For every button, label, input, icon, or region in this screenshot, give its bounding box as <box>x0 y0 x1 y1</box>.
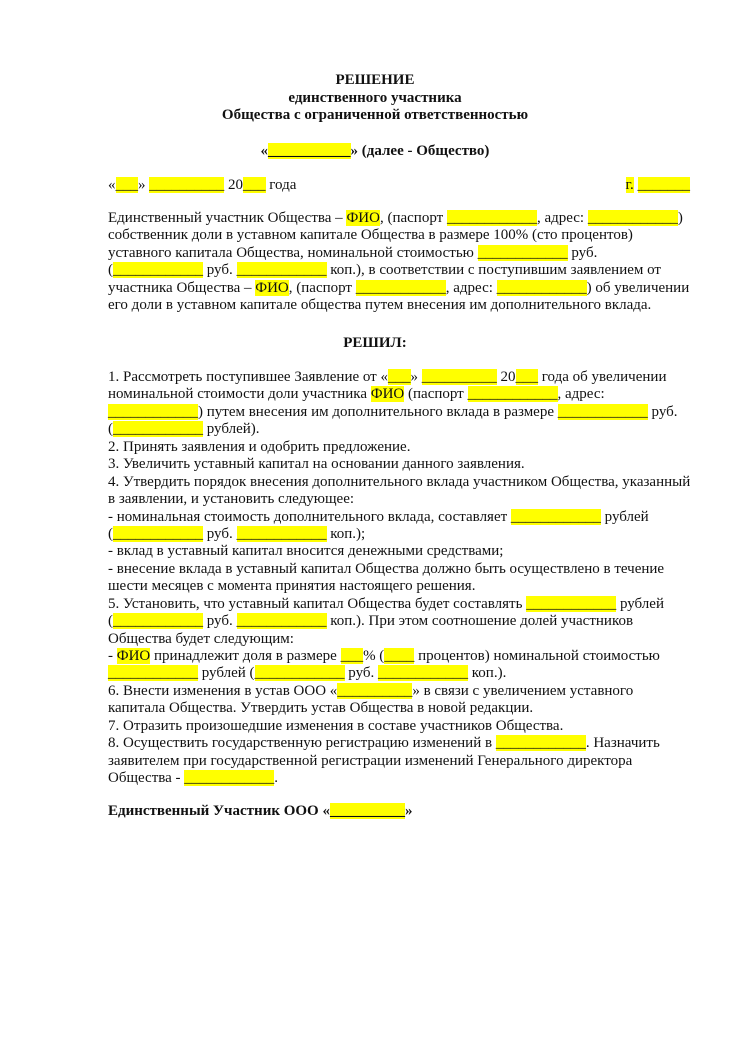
blank-field: ____________ <box>184 770 275 787</box>
blank-field: ____________ <box>526 595 617 612</box>
blank-field: ____________ <box>113 421 203 438</box>
document-title: РЕШЕНИЕ <box>335 72 415 88</box>
text-line <box>108 509 708 526</box>
blank-field: ____________ <box>446 210 537 226</box>
text-line <box>108 596 708 613</box>
text: » <box>138 177 150 193</box>
text: (паспорт <box>404 386 468 403</box>
text-line <box>108 210 708 227</box>
text-line <box>108 700 708 717</box>
text-line <box>108 421 708 438</box>
document-subtitle: единственного участника <box>288 90 462 106</box>
text <box>634 177 638 193</box>
text-line <box>108 648 708 665</box>
text: капитала Общества. Утвердить устав Общества в новой редакции. <box>108 700 534 717</box>
text: заявителем при государственной регистрации изменений Генерального директора <box>108 752 633 769</box>
text-line <box>108 369 708 386</box>
text-line <box>108 404 708 421</box>
text-line <box>108 561 708 578</box>
blank-field: ____________ <box>378 665 469 682</box>
text-line <box>108 631 708 648</box>
blank-field: ____________ <box>496 279 587 296</box>
document-subtitle-2: Общества с ограниченной ответственностью <box>221 107 529 123</box>
blank-field: ____________ <box>236 262 327 279</box>
text: в заявлении, и установить следующее: <box>108 491 355 508</box>
text: » <box>410 369 422 385</box>
text-line <box>108 439 708 456</box>
text-line <box>108 526 708 543</box>
text: 4. Утвердить порядок внесения дополнительного вклада участником Общества, указанный <box>108 473 691 490</box>
text: руб. <box>203 262 237 279</box>
text: Единственный участник Общества – <box>108 210 347 226</box>
blank-field: ____________ <box>108 403 198 420</box>
text: года об увеличении <box>538 369 667 385</box>
text: руб. <box>203 613 237 630</box>
text: руб. <box>647 403 678 420</box>
text: 1. Рассмотреть поступившее Заявление от « <box>108 369 388 385</box>
text-line <box>108 683 708 700</box>
text: ( <box>108 613 113 630</box>
text: принадлежит доля в размере <box>150 648 341 664</box>
text: ( <box>108 262 113 279</box>
blank-field: __________ <box>329 803 405 819</box>
blank-field: ____________ <box>510 508 601 525</box>
highlighted-placeholder: ФИО <box>346 210 380 226</box>
text-line <box>108 280 708 297</box>
text: « <box>260 143 269 159</box>
blank-field: ____________ <box>587 210 678 226</box>
text: участника Общества – <box>108 279 256 296</box>
blank-field: ____________ <box>113 525 203 542</box>
text: » <box>404 803 413 819</box>
blank-field: _______ <box>637 177 690 193</box>
highlighted-placeholder: ФИО <box>116 648 151 664</box>
blank-field: г. <box>625 177 634 193</box>
blank-field: ____________ <box>495 735 586 752</box>
text: ( <box>108 421 113 438</box>
text-line <box>108 297 708 314</box>
blank-field: ____________ <box>355 279 446 296</box>
text: 7. Отразить произошедшие изменения в составе участников Общества. <box>108 717 564 734</box>
text: коп.), в соответствии с поступившим заявлением от <box>326 262 661 279</box>
text-line <box>108 245 708 262</box>
text: рублей <box>616 595 664 612</box>
text: . <box>274 770 279 787</box>
text: 20 <box>224 177 243 193</box>
text: , адрес: <box>445 279 497 296</box>
blank-field: ____________ <box>108 665 198 682</box>
blank-field: __________ <box>421 369 497 385</box>
blank-field: ___ <box>115 177 138 193</box>
text-line <box>108 456 708 473</box>
text: уставного капитала Общества, номинальной стоимостью <box>108 244 478 261</box>
text: Единственный Участник ООО « <box>108 803 330 819</box>
text: , адрес: <box>557 386 605 403</box>
text: собственник доли в уставном капитале Общества в размере 100% (сто процентов) <box>108 227 633 244</box>
text-line <box>108 262 708 279</box>
text: рублей ( <box>198 665 255 682</box>
text: ) об увеличении <box>586 279 690 296</box>
highlighted-placeholder: ФИО <box>370 386 405 403</box>
text: « <box>108 177 116 193</box>
blank-field: ___ <box>340 648 364 664</box>
highlighted-placeholder: ФИО <box>255 279 289 296</box>
text: , адрес: <box>536 210 588 226</box>
text: . Назначить <box>585 735 660 752</box>
text: процентов) номинальной стоимостью <box>414 648 660 664</box>
text: номинальной стоимости доли участника <box>108 386 371 403</box>
text: 3. Увеличить уставный капитал на основании данного заявления. <box>108 456 525 473</box>
blank-field: ____________ <box>467 386 558 403</box>
text-line <box>108 227 708 244</box>
text: Общества будет следующим: <box>108 630 294 647</box>
blank-field: ___________ <box>268 143 351 159</box>
text: рублей). <box>203 421 260 438</box>
text: руб. <box>344 665 379 682</box>
text: 6. Внести изменения в устав ООО « <box>108 682 338 699</box>
blank-field: __________ <box>149 177 225 193</box>
blank-field: ___ <box>515 369 538 385</box>
intro-paragraph <box>108 210 708 315</box>
resolution-items <box>108 369 708 788</box>
blank-field: ____________ <box>236 525 327 542</box>
text: ) <box>677 210 683 226</box>
text: » в связи с увеличением уставного <box>412 682 634 699</box>
company-name-line <box>0 142 750 160</box>
text: руб. <box>203 525 237 542</box>
text: ( <box>108 525 113 542</box>
blank-field: ____________ <box>477 244 568 261</box>
text: - вклад в уставный капитал вносится денежными средствами; <box>108 543 504 560</box>
text: коп.). <box>468 665 507 682</box>
text: 8. Осуществить государственную регистрацию изменений в <box>108 735 496 752</box>
blank-field: __________ <box>337 682 413 699</box>
blank-field: ____________ <box>236 613 327 630</box>
text: коп.); <box>326 525 366 542</box>
text-line <box>108 578 708 595</box>
date-line <box>108 177 708 194</box>
text-line <box>108 386 708 403</box>
text-line <box>108 543 708 560</box>
blank-field: ____________ <box>113 262 203 279</box>
signature-line <box>108 803 708 820</box>
text: , (паспорт <box>288 279 356 296</box>
text: его доли в уставном капитале общества путем внесения им дополнительного вклада. <box>108 297 652 314</box>
text: года <box>265 177 297 193</box>
text-line <box>108 735 708 752</box>
text-line <box>108 718 708 735</box>
text: руб. <box>567 244 598 261</box>
blank-field: ____________ <box>254 665 345 682</box>
text-line <box>108 753 708 770</box>
blank-field: ___ <box>243 177 266 193</box>
text: рублей <box>600 508 649 525</box>
text: 20 <box>496 369 516 385</box>
text: % ( <box>363 648 385 664</box>
text-line <box>108 474 708 491</box>
text: , (паспорт <box>379 210 447 226</box>
date-field <box>108 177 296 193</box>
text-line <box>108 665 708 682</box>
text: - <box>108 648 117 664</box>
text: 2. Принять заявления и одобрить предложение. <box>108 438 411 455</box>
blank-field: ____________ <box>557 403 648 420</box>
text: ) путем внесения им дополнительного вклада в размере <box>198 403 558 420</box>
resolved-heading: РЕШИЛ: <box>343 335 407 351</box>
blank-field: ____________ <box>113 613 203 630</box>
text-line <box>108 491 708 508</box>
text: 5. Установить, что уставный капитал Общества будет составлять <box>108 595 527 612</box>
text: коп.). При этом соотношение долей участников <box>326 613 634 630</box>
text-line <box>108 613 708 630</box>
text: - номинальная стоимость дополнительного вклада, составляет <box>108 508 511 525</box>
text: - внесение вклада в уставный капитал Общества должно быть осуществлено в течение <box>108 560 665 577</box>
blank-field: ___ <box>388 369 411 385</box>
blank-field: ____ <box>384 648 415 664</box>
text-line <box>108 770 708 787</box>
city-field <box>626 177 690 194</box>
text: шести месяцев с момента принятия настоящего решения. <box>108 578 476 595</box>
text: » (далее - Общество) <box>350 143 490 159</box>
text: Общества - <box>108 770 185 787</box>
